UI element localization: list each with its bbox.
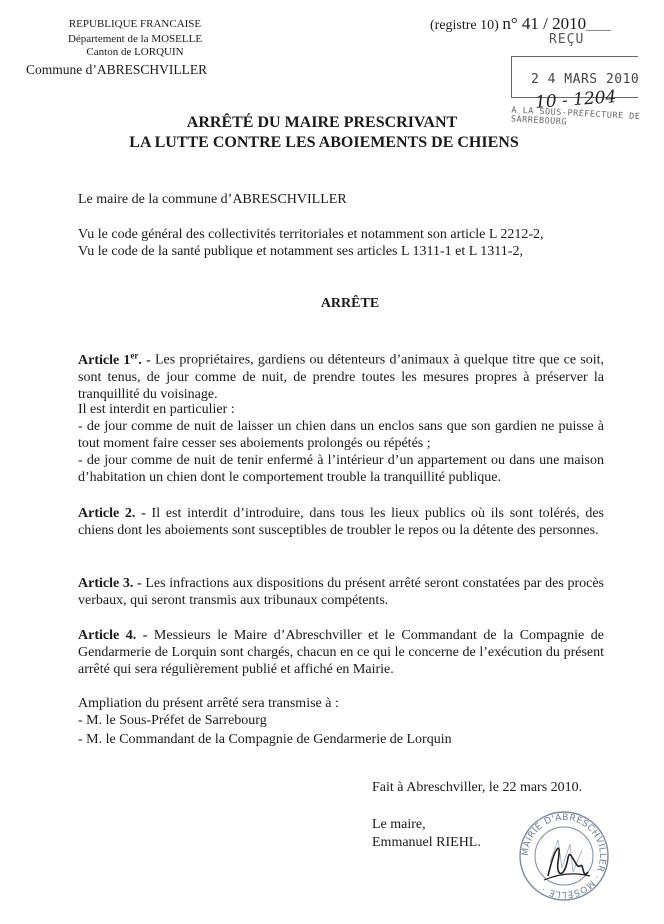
arrete-heading: ARRÊTE xyxy=(320,296,380,311)
mairie-seal-icon xyxy=(518,810,610,902)
header-departement: Département de la MOSELLE xyxy=(67,33,203,45)
article-2 xyxy=(78,505,604,539)
article-4-text: Messieurs le Maire d’Abreschviller et le Commandant de la Compagnie de Gendarmerie de Lorquin sont chargés, chacun en ce qui le concerne de l’exécution du présent arrêté qui sera régulièrement publié et affiché en Mairie. xyxy=(78,628,604,677)
svg-text:MAIRIE D'ABRESCHVILLER · MOSEL xyxy=(521,813,607,899)
seal-text: MAIRIE D'ABRESCHVILLER · MOSELLE · xyxy=(520,812,608,900)
article-4 xyxy=(78,627,604,678)
article-2-text: Il est interdit d’introduire, dans tous les lieux publics où ils sont tolérés, des chiens dont les aboiements sont susceptibles de troubler le repos ou la détente des personnes. xyxy=(78,506,604,538)
ampliation-dest-1: - M. le Sous-Préfet de Sarrebourg xyxy=(78,713,267,728)
stamp-handwritten-number: 10 - 1204 xyxy=(534,87,618,113)
article-3-label: Article 3. - xyxy=(78,576,142,591)
title-line-2: LA LUTTE CONTRE LES ABOIEMENTS DE CHIENS xyxy=(129,134,519,151)
document-title xyxy=(0,113,664,153)
article-2-label: Article 2. - xyxy=(78,506,146,521)
preamble-maire: Le maire de la commune d’ABRESCHVILLER xyxy=(78,192,347,207)
article-4-label: Article 4. - xyxy=(78,628,148,643)
header-canton: Canton de LORQUIN xyxy=(86,46,184,58)
registre-value: n° 41 / 2010 xyxy=(502,14,587,33)
stamp-office: A LA SOUS-PRÉFECTURE DE SARREBOURG xyxy=(510,105,641,128)
ampliation-dest-2: - M. le Commandant de la Compagnie de Gendarmerie de Lorquin xyxy=(78,732,452,747)
signature-place-date: Fait à Abreschviller, le 22 mars 2010. xyxy=(372,780,583,795)
stamp-date: 2 4 MARS 2010 xyxy=(531,72,640,87)
registre-number: (registre 10) n° 41 / 2010____ xyxy=(430,14,611,33)
article-1-interdit: Il est interdit en particulier : xyxy=(78,402,235,417)
article-1-item-1: - de jour comme de nuit de laisser un chien dans un enclos sans que son gardien ne puisse à tout moment faire cesser ses aboiements prolongés ou répétés ; xyxy=(78,419,604,451)
preamble-vu-1: Vu le code général des collectivités territoriales et notamment son article L 2212-2, xyxy=(78,227,544,242)
article-1-label: Article 1er. - xyxy=(78,350,151,368)
article-3 xyxy=(78,575,604,609)
article-3-text: Les infractions aux dispositions du présent arrêté seront constatées par des procès verbaux, qui seront transmis aux tribunaux compétents. xyxy=(78,576,605,608)
stamp-recu: REÇU xyxy=(549,32,585,47)
article-1-text: Les propriétaires, gardiens ou détenteurs d’animaux à quelque titre que ce soit, sont tenus, de jour comme de nuit, de prendre toutes les mesures propres à préserver la tranquillité du voisinage. xyxy=(78,352,604,402)
ampliation-intro: Ampliation du présent arrêté sera transmise à : xyxy=(78,696,339,711)
signature-role: Le maire, xyxy=(372,817,426,832)
header-republique: REPUBLIQUE FRANCAISE xyxy=(68,18,202,30)
article-1 xyxy=(78,347,604,403)
header-commune: Commune d’ABRESCHVILLER xyxy=(26,62,208,77)
signature-name: Emmanuel RIEHL. xyxy=(372,835,481,850)
registre-prefix: (registre 10) xyxy=(430,18,499,33)
title-line-1: ARRÊTÉ DU MAIRE PRESCRIVANT xyxy=(186,114,458,131)
preamble-vu-2: Vu le code de la santé publique et notamment ses articles L 1311-1 et L 1311-2, xyxy=(78,244,523,259)
article-1-item-2: - de jour comme de nuit de tenir enfermé à l’intérieur d’un appartement ou dans une maison d’habitation un chien dont le comportement trouble la tranquillité publique. xyxy=(78,453,604,485)
